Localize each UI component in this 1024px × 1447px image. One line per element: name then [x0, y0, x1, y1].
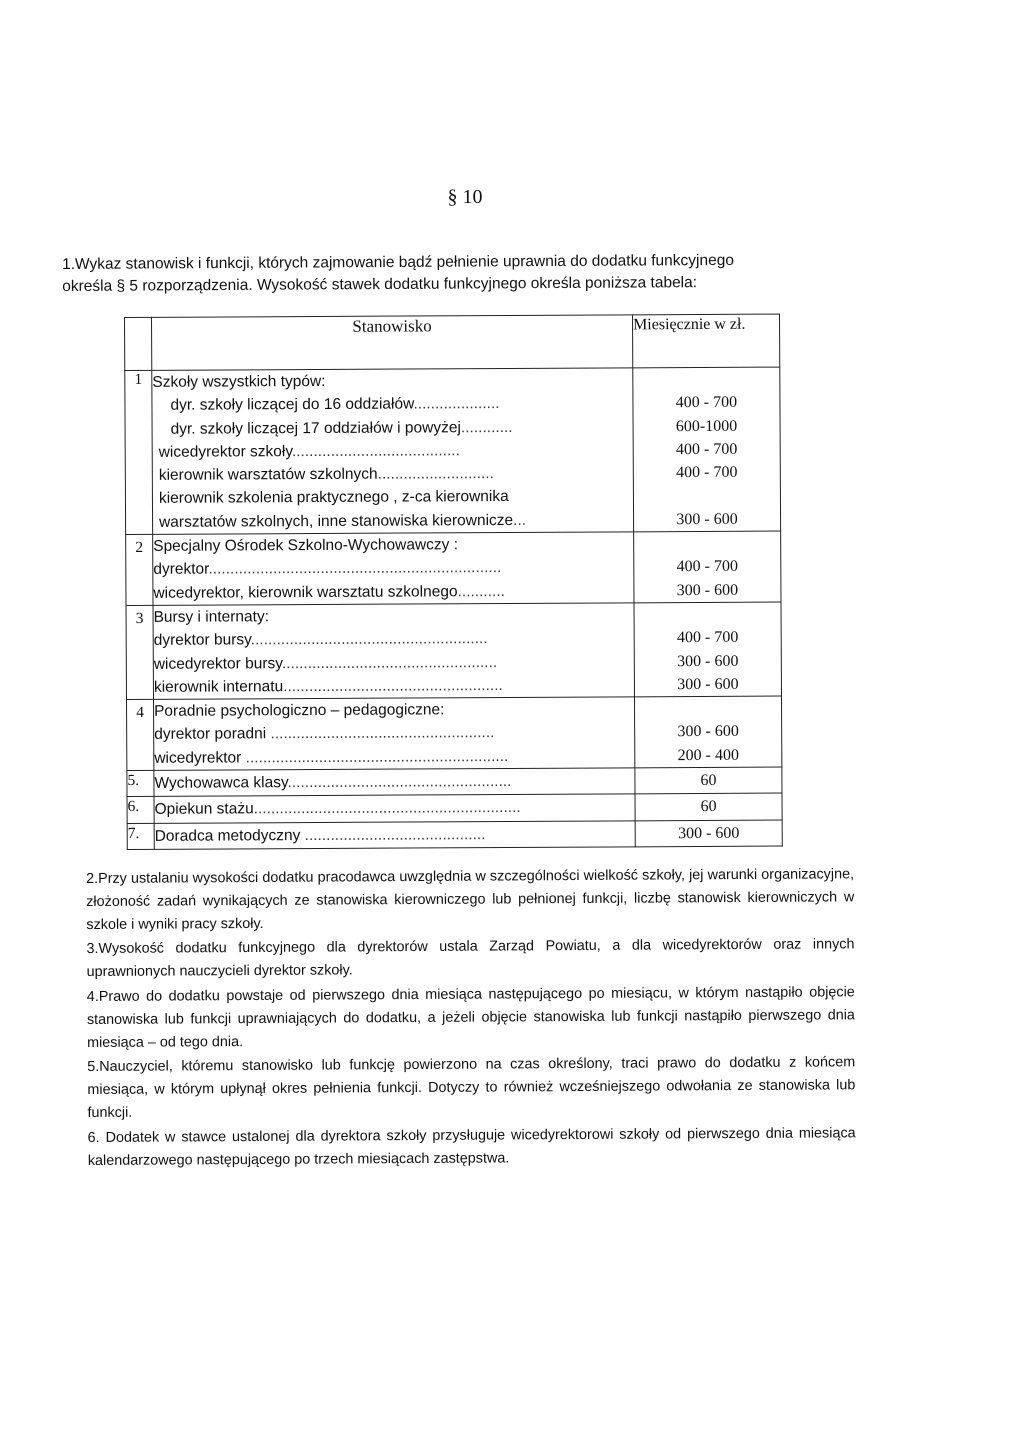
note-3: 3.Wysokość dodatku funkcyjnego dla dyrektorów ustala Zarząd Powiatu, a dla wicedyrektorów oraz innych uprawnionych nauczycieli dyrektor szkoły.: [86, 936, 855, 981]
value-cell: 400 - 700: [675, 394, 738, 412]
position-label: wicedyrektor bursy: [153, 654, 282, 673]
position-label: Wychowawca klasy: [154, 774, 288, 792]
row-values: [634, 531, 781, 603]
position-label: dyr. szkoły liczącej 17 oddziałów i powyżej: [170, 418, 461, 438]
position-label: wicedyrektor, kierownik warsztatu szkolnego: [153, 582, 458, 602]
value-cell: 60: [635, 767, 782, 794]
row-position: Doradca metodyczny ..........................................: [154, 820, 635, 849]
position-label: wicedyrektor szkoły: [158, 443, 292, 461]
intro-paragraph: [62, 250, 792, 298]
row-values: [634, 602, 781, 697]
header-monthly: Miesięcznie w zł.: [632, 314, 779, 368]
row-values: [634, 696, 781, 768]
section-heading: § 10: [447, 186, 483, 208]
row-number: 1: [125, 370, 153, 534]
value-cell: 300 - 600: [676, 581, 739, 599]
header-position: Stanowisko: [152, 315, 633, 371]
table-row-5: [127, 767, 782, 797]
table-row-7: [127, 820, 782, 850]
value-cell: 400 - 700: [676, 558, 739, 576]
value-cell: [635, 603, 781, 627]
row-number: 7.: [127, 823, 154, 849]
row-positions: Bursy i internaty: dyrektor bursy....................................................... wicedyrektor bursy.................................................. kierownik internatu...................................................: [153, 603, 634, 700]
note-6: 6. Dodatek w stawce ustalonej dla dyrektora szkoły przysługuje wicedyrektorowi szkoły od pierwszego dnia miesiąca kalendarzowego następującego po trzech miesiącach zastępstwa.: [87, 1125, 856, 1169]
row-positions: Szkoły wszystkich typów: dyr. szkoły liczącej do 16 oddziałów.................... dyr. szkoły liczącej 17 oddziałów i powyżej............ wicedyrektor szkoły....................................... kierownik warsztatów szkolnych........................... kierownik szkolenia praktycznego , z-ca kierownika warsztatów szkolnych, inne stanowiska kierownicze...: [152, 368, 634, 535]
row-number: 5.: [127, 770, 154, 796]
table-row-group-1: [125, 367, 781, 535]
group-heading: Specjalny Ośrodek Szkolno-Wychowawczy :: [153, 536, 459, 555]
table-row-group-2: [126, 531, 781, 605]
note-5: 5.Nauczyciel, któremu stanowisko lub funkcję powierzono na czas określony, traci prawo do dodatku z końcem miesiąca, w którym upłynął okres pełnienia funkcji. Dotyczy to również wcześniejszego odwołania ze stanowiska lub funkcji.: [87, 1054, 856, 1121]
value-cell: 400 - 700: [676, 629, 739, 647]
position-label: kierownik szkolenia praktycznego , z-ca kierownika: [158, 488, 509, 508]
position-label: dyrektor poradni: [154, 725, 267, 744]
value-cell: 400 - 700: [675, 440, 738, 459]
note-2: 2.Przy ustalaniu wysokości dodatku pracodawca uwzględnia w szczególności wielkość szkoły, jej warunki organizacyjne, złożoność zadań wynikających ze stanowiska kierowniczego lub pełnionej funkcji, liczbę stanowisk kierowniczych w szkole i wyniki pracy szkoły.: [86, 866, 855, 933]
row-positions: Specjalny Ośrodek Szkolno-Wychowawczy : dyrektor.................................................................... wicedyrektor, kierownik warsztatu szkolnego...........: [153, 532, 634, 605]
allowance-table: [124, 314, 783, 850]
value-cell: [635, 697, 781, 721]
value-cell: 200 - 400: [677, 746, 740, 764]
notes-section: [86, 863, 856, 1174]
note-4: 4.Prawo do dodatku powstaje od pierwszego dnia miesiąca następującego po miesiącu, w którym nastąpiło objęcie stanowiska lub funkcji uprawniających do dodatku, a jeżeli objęcie stanowiska lub funkcji nastąpiło pierwszego dnia miesiąca – od tego dnia.: [86, 984, 855, 1051]
row-number: 6.: [127, 797, 154, 823]
table-row-group-4: [127, 696, 782, 770]
header-number-cell: [125, 317, 152, 370]
row-position: Wychowawca klasy....................................................: [154, 768, 635, 797]
row-number: 3: [126, 605, 153, 699]
intro-line-1: 1.Wykaz stanowisk i funkcji, których zajmowanie bądź pełnienie uprawnia do dodatku funkcyjnego: [62, 251, 734, 273]
row-values: [633, 367, 781, 532]
value-cell: 60: [635, 793, 782, 820]
value-cell: 300 - 600: [677, 675, 739, 693]
position-label: dyrektor bursy: [153, 631, 251, 650]
value-cell: [634, 484, 780, 508]
group-heading: Szkoły wszystkich typów:: [152, 372, 326, 391]
value-cell: [633, 368, 779, 392]
position-label: dyr. szkoły liczącej do 16 oddziałów: [170, 395, 414, 415]
position-label: Opiekun stażu: [154, 800, 254, 819]
group-heading: Poradnie psychologiczno – pedagogiczne:: [154, 701, 445, 721]
intro-line-2: określa § 5 rozporządzenia. Wysokość stawek dodatku funkcyjnego określa poniższa tabela:: [62, 274, 698, 295]
position-label: wicedyrektor: [154, 749, 242, 767]
position-label: dyrektor: [153, 560, 209, 579]
position-label: warsztatów szkolnych, inne stanowiska kierownicze: [159, 511, 514, 531]
table-row-group-3: [126, 602, 781, 700]
position-label: kierownik warsztatów szkolnych: [158, 465, 378, 485]
value-cell: 300 - 600: [677, 723, 739, 741]
value-cell: 400 - 700: [676, 463, 738, 482]
row-number: 2: [126, 534, 153, 605]
row-number: 4: [127, 700, 154, 771]
value-cell: 300 - 600: [676, 510, 738, 528]
row-positions: Poradnie psychologiczno – pedagogiczne: dyrektor poradni .................................................... wicedyrektor .............................................................: [154, 697, 635, 770]
table-row-6: [127, 793, 782, 823]
group-heading: Bursy i internaty:: [153, 608, 270, 626]
row-position: Opiekun stażu..............................................................: [154, 794, 635, 823]
value-cell: 600-1000: [675, 417, 738, 435]
value-cell: 300 - 600: [635, 820, 782, 847]
value-cell: [634, 532, 780, 556]
value-cell: 300 - 600: [677, 652, 739, 670]
position-label: kierownik internatu: [153, 678, 284, 696]
table-header-row: [125, 314, 780, 370]
position-label: Doradca metodyczny: [154, 826, 301, 845]
